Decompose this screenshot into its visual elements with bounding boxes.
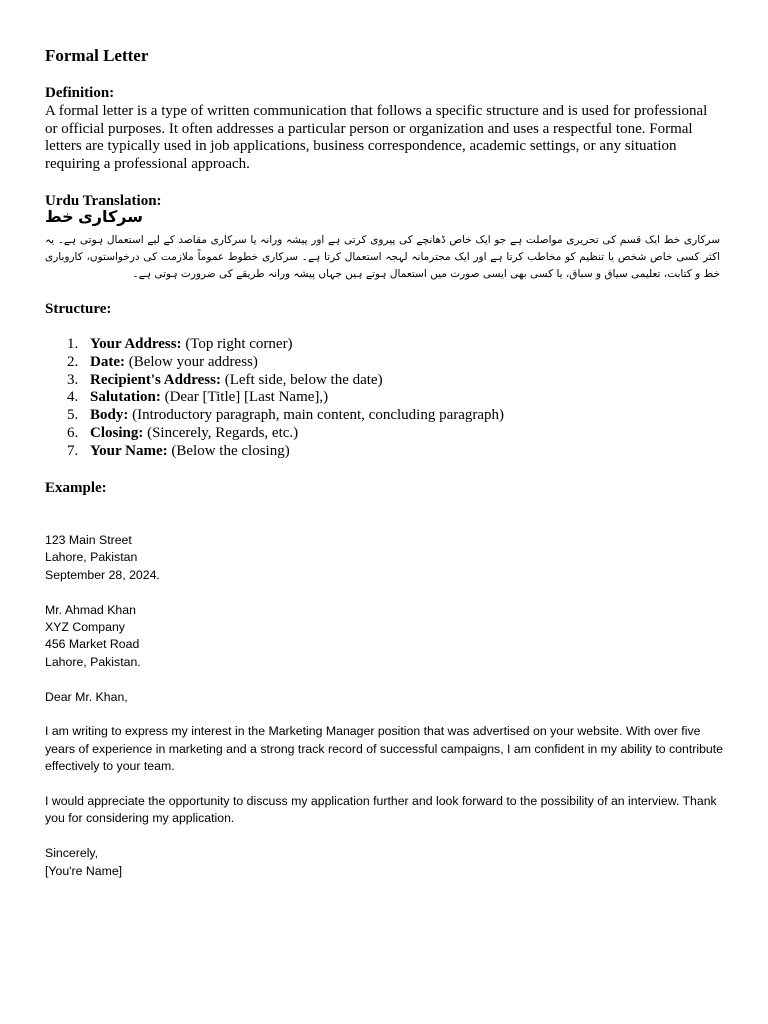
letter-closing: Sincerely, [45,846,99,861]
structure-heading: Structure: [45,301,112,317]
structure-item-label: Body: [90,407,129,424]
structure-item-desc: (Below the closing) [167,442,290,459]
structure-item-salutation [45,389,504,407]
letter-date: September 28, 2024. [45,567,160,582]
recipient-address-line: XYZ Company [45,620,125,635]
letter-signature-name: [You're Name] [45,863,123,878]
structure-item-your-address [45,336,504,354]
letter-salutation: Dear Mr. Khan, [45,689,128,704]
sender-address-line: 123 Main Street [45,533,132,547]
structure-item-desc: (Left side, below the date) [220,371,383,388]
structure-item-body [45,407,504,425]
structure-item-closing [45,425,504,443]
structure-item-label: Your Name: [90,442,168,459]
sender-address [45,532,725,584]
structure-item-desc: (Below your address) [124,353,258,370]
structure-item-label: Closing: [90,424,144,441]
urdu-title: سرکاری خط [45,209,143,226]
recipient-address-line: Mr. Ahmad Khan [45,602,136,617]
urdu-translation-text: سرکاری خط ایک قسم کی تحریری مواصلت ہے جو ایک خاص ڈھانچے کی پیروی کرتی ہے اور پیشہ ورانہ یا سرکاری مقاصد کے لیے استعمال ہوتی ہے۔ یہ اکثر کسی خاص شخص یا تنظیم کو مخاطب کرتا ہے اور ایک محترمانہ لہجہ استعمال کرتا ہے۔ سرکاری خطوط عموماً ملازمت کی درخواستوں، کاروباری خط و کتابت، تعلیمی سیاق و سباق، یا کسی بھی ایسی صورت میں استعمال ہوتے ہیں جہاں پیشہ ورانہ طریقے کی ضرورت ہوتی ہے۔ [45,234,720,280]
structure-item-label: Recipient's Address: [90,371,221,388]
structure-item-desc: (Introductory paragraph, main content, concluding paragraph) [128,407,505,424]
structure-item-label: Your Address: [90,336,182,352]
list-number: 5. [67,407,79,424]
recipient-address [45,602,725,672]
list-number: 2. [67,353,79,370]
list-number: 1. [67,336,79,352]
structure-item-desc: (Dear [Title] [Last Name],) [160,389,329,406]
recipient-address-line: Lahore, Pakistan. [45,654,141,669]
structure-list [45,336,504,461]
structure-item-your-name [45,443,504,461]
structure-item-desc: (Sincerely, Regards, etc.) [143,424,299,441]
example-heading: Example: [45,480,107,496]
recipient-address-line: 456 Market Road [45,637,140,652]
structure-item-date [45,354,504,372]
structure-item-desc: (Top right corner) [181,336,293,352]
sender-address-line: Lahore, Pakistan [45,550,138,565]
list-number: 7. [67,442,79,459]
urdu-translation-heading: Urdu Translation: [45,193,162,209]
letter-body-paragraph: I am writing to express my interest in the Marketing Manager position that was advertised on your website. With over five years of experience in marketing and a strong track record of successful campaigns, I am confident in my ability to contribute effectively to your team. [45,724,724,774]
list-number: 4. [67,389,79,406]
example-letter [45,532,725,880]
document-title: Formal Letter [45,46,149,65]
list-number: 6. [67,424,79,441]
list-number: 3. [67,371,79,388]
definition-text: A formal letter is a type of written communication that follows a specific structure and is used for professional or official purposes. It often addresses a particular person or organization and uses a respectful tone. Formal letters are typically used in job applications, business correspondence, academic settings, or any situation requiring a professional approach. [45,103,708,172]
structure-item-label: Salutation: [90,389,161,406]
letter-body-paragraph: I would appreciate the opportunity to discuss my application further and look forward to the possibility of an interview. Thank you for considering my application. [45,794,717,826]
structure-item-label: Date: [90,353,125,370]
structure-item-recipient-address [45,372,504,390]
definition-heading: Definition: [45,85,115,101]
